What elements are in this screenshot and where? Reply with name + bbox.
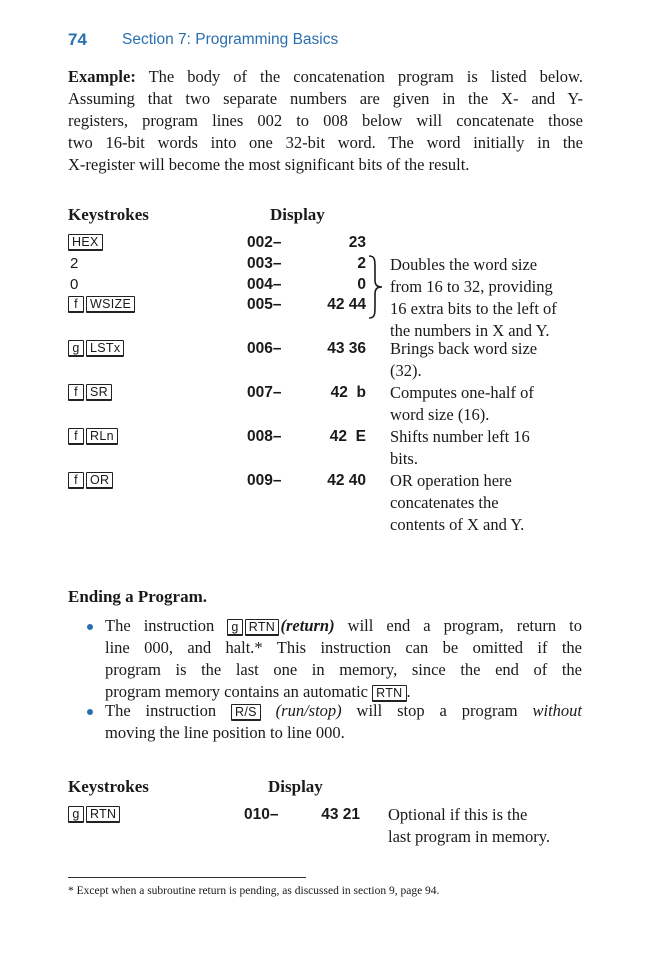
g-key: g <box>68 806 84 823</box>
example-line-2: Assuming that two separate numbers are given in the X- and Y- <box>68 89 583 108</box>
keystroke-f-sr <box>68 384 112 401</box>
code-008: 42 E <box>329 428 366 445</box>
rtn-key: RTN <box>372 685 406 702</box>
line-006: 006– <box>247 340 282 357</box>
desc-007: Computes one-half of word size (16). <box>390 383 534 424</box>
keystroke-2: 2 <box>70 255 79 272</box>
example-line-1: Example: The body of the concatenation program is listed below. <box>68 67 583 86</box>
rtn-key: RTN <box>86 806 120 823</box>
line-007: 007– <box>247 384 282 401</box>
footnote-divider <box>68 877 306 878</box>
line-008: 008– <box>247 428 282 445</box>
keystrokes-header: Keystrokes <box>68 205 149 224</box>
line-010: 010– <box>244 806 279 823</box>
desc-010: Optional if this is the last program in memory. <box>388 805 551 846</box>
bullet-icon <box>87 624 93 630</box>
section-title: Section 7: Programming Basics <box>122 31 339 48</box>
example-label: Example: <box>68 67 136 86</box>
display-header-2: Display <box>268 777 323 796</box>
wordsize-description: Doubles the word size from 16 to 32, providing 16 extra bits to the left of the numbers in X and Y. <box>390 255 557 340</box>
example-line-4: two 16-bit words into one 32-bit word. The word initially in the <box>68 133 583 152</box>
bullet-1-line-1: The instruction g RTN (return) will end a program, return to <box>105 616 582 635</box>
example-line-5: X-register will become the most significant bits of the result. <box>68 155 470 174</box>
f-key: f <box>68 384 84 401</box>
ending-heading: Ending a Program. <box>68 587 208 606</box>
line-004: 004– <box>247 276 282 293</box>
keystrokes-header-2: Keystrokes <box>68 777 149 796</box>
keystroke-f-rln <box>68 428 118 445</box>
f-key: f <box>68 428 84 445</box>
g-key: g <box>227 619 243 636</box>
bullet-1-line-4: program memory contains an automatic RTN . <box>105 682 411 701</box>
code-006: 43 36 <box>327 340 366 357</box>
footnote: * Except when a subroutine return is pending, as discussed in section 9, page 94. <box>68 885 440 897</box>
f-key: f <box>68 472 84 489</box>
keystroke-0: 0 <box>70 276 79 293</box>
bullet-1-line-3: program is the last one in memory, since the end of the <box>105 660 582 679</box>
line-009: 009– <box>247 472 282 489</box>
rs-key: R/S <box>231 704 261 721</box>
g-key: g <box>68 340 84 357</box>
code-002: 23 <box>348 234 366 251</box>
hex-key: HEX <box>68 234 103 251</box>
line-003: 003– <box>247 255 282 272</box>
example-paragraph <box>68 66 583 176</box>
code-004: 0 <box>357 276 366 293</box>
bullet-1-line-2: line 000, and halt.* This instruction can be omitted if the <box>105 638 582 657</box>
keystroke-f-wsize <box>68 296 135 313</box>
display-header: Display <box>270 205 325 224</box>
f-key: f <box>68 296 84 313</box>
line-005: 005– <box>247 296 282 313</box>
desc-006: Brings back word size (32). <box>390 339 538 380</box>
bullet-2-line-1: The instruction R/S (run/stop) will stop a program without <box>105 701 582 720</box>
wsize-key: WSIZE <box>86 296 135 313</box>
bullet-1 <box>105 615 582 703</box>
keystroke-g-lstx <box>68 340 124 357</box>
right-brace-icon <box>367 254 385 320</box>
desc-008: Shifts number left 16 bits. <box>390 427 530 468</box>
or-key: OR <box>86 472 113 489</box>
lstx-key: LSTx <box>86 340 124 357</box>
bullet-2 <box>105 700 582 744</box>
code-005: 42 44 <box>327 296 366 313</box>
example-line-3: registers, program lines 002 to 008 below will concatenate those <box>68 111 583 130</box>
code-007: 42 b <box>330 384 366 401</box>
page-number: 74 <box>68 30 87 49</box>
sr-key: SR <box>86 384 112 401</box>
code-010: 43 21 <box>321 806 360 823</box>
code-003: 2 <box>357 255 366 272</box>
keystroke-g-rtn <box>68 806 120 823</box>
rln-key: RLn <box>86 428 118 445</box>
bullet-icon <box>87 709 93 715</box>
desc-009: OR operation here concatenates the contents of X and Y. <box>390 471 525 534</box>
keystroke-hex <box>68 234 103 251</box>
keystroke-f-or <box>68 472 113 489</box>
rtn-key: RTN <box>245 619 279 636</box>
code-009: 42 40 <box>327 472 366 489</box>
bullet-2-line-2: moving the line position to line 000. <box>105 723 345 742</box>
line-002: 002– <box>247 234 282 251</box>
